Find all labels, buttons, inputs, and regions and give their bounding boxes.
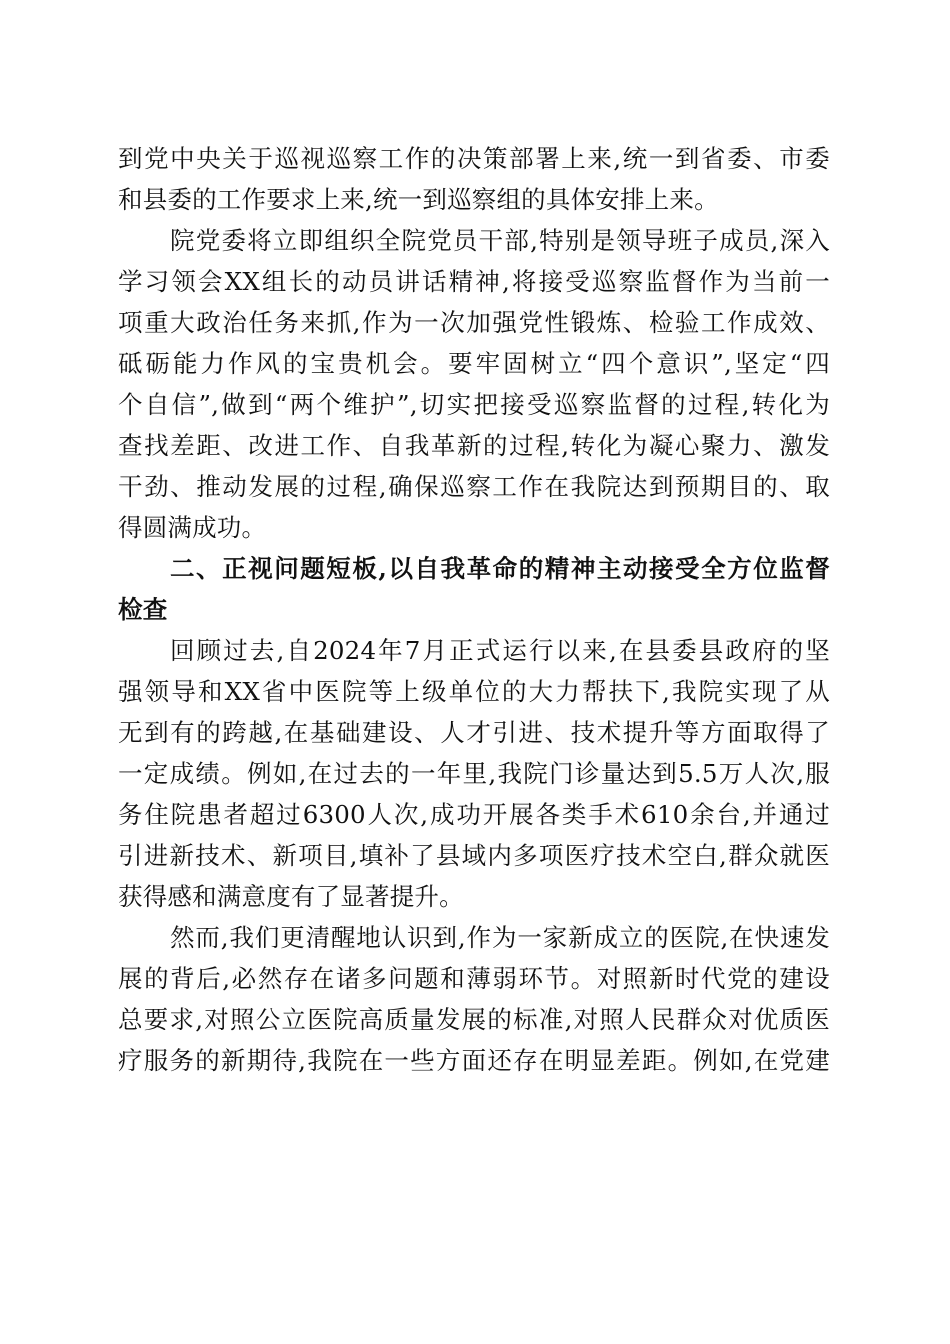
paragraph-gaps (118, 917, 830, 1081)
text-line: 干劲、推动发展的过程,确保巡察工作在我院达到预期目的、取 (118, 472, 830, 501)
text-line: 强领导和XX省中医院等上级单位的大力帮扶下,我院实现了从 (118, 677, 830, 706)
text-line: 砥砺能力作风的宝贵机会。要牢固树立“四个意识”,坚定“四 (118, 349, 830, 378)
text-line: 得圆满成功。 (118, 513, 267, 542)
heading-line: 检查 (118, 595, 168, 624)
heading-line: 二、正视问题短板,以自我革命的精神主动接受全方位监督 (170, 554, 830, 583)
section-heading (118, 548, 830, 630)
paragraph-continuation (118, 138, 830, 220)
text-line: 院党委将立即组织全院党员干部,特别是领导班子成员,深入 (170, 226, 830, 255)
text-line: 获得感和满意度有了显著提升。 (118, 882, 464, 911)
text-line: 查找差距、改进工作、自我革新的过程,转化为凝心聚力、激发 (118, 431, 830, 460)
text-line: 个自信”,做到“两个维护”,切实把接受巡察监督的过程,转化为 (118, 390, 830, 419)
text-line: 然而,我们更清醒地认识到,作为一家新成立的医院,在快速发 (170, 923, 830, 952)
document-page (118, 138, 830, 1081)
text-line: 无到有的跨越,在基础建设、人才引进、技术提升等方面取得了 (118, 718, 830, 747)
text-line: 疗服务的新期待,我院在一些方面还存在明显差距。例如,在党建 (118, 1046, 830, 1075)
paragraph-review (118, 630, 830, 917)
paragraph-party-committee (118, 220, 830, 548)
text-line: 展的背后,必然存在诸多问题和薄弱环节。对照新时代党的建设 (118, 964, 830, 993)
text-line: 总要求,对照公立医院高质量发展的标准,对照人民群众对优质医 (118, 1005, 830, 1034)
text-line: 引进新技术、新项目,填补了县域内多项医疗技术空白,群众就医 (118, 841, 830, 870)
text-line: 学习领会XX组长的动员讲话精神,将接受巡察监督作为当前一 (118, 267, 830, 296)
text-line: 和县委的工作要求上来,统一到巡察组的具体安排上来。 (118, 185, 719, 214)
text-line: 回顾过去,自2024年7月正式运行以来,在县委县政府的坚 (170, 636, 830, 665)
text-line: 项重大政治任务来抓,作为一次加强党性锻炼、检验工作成效、 (118, 308, 830, 337)
text-line: 一定成绩。例如,在过去的一年里,我院门诊量达到5.5万人次,服 (118, 759, 830, 788)
text-line: 务住院患者超过6300人次,成功开展各类手术610余台,并通过 (118, 800, 830, 829)
text-line: 到党中央关于巡视巡察工作的决策部署上来,统一到省委、市委 (118, 144, 830, 173)
